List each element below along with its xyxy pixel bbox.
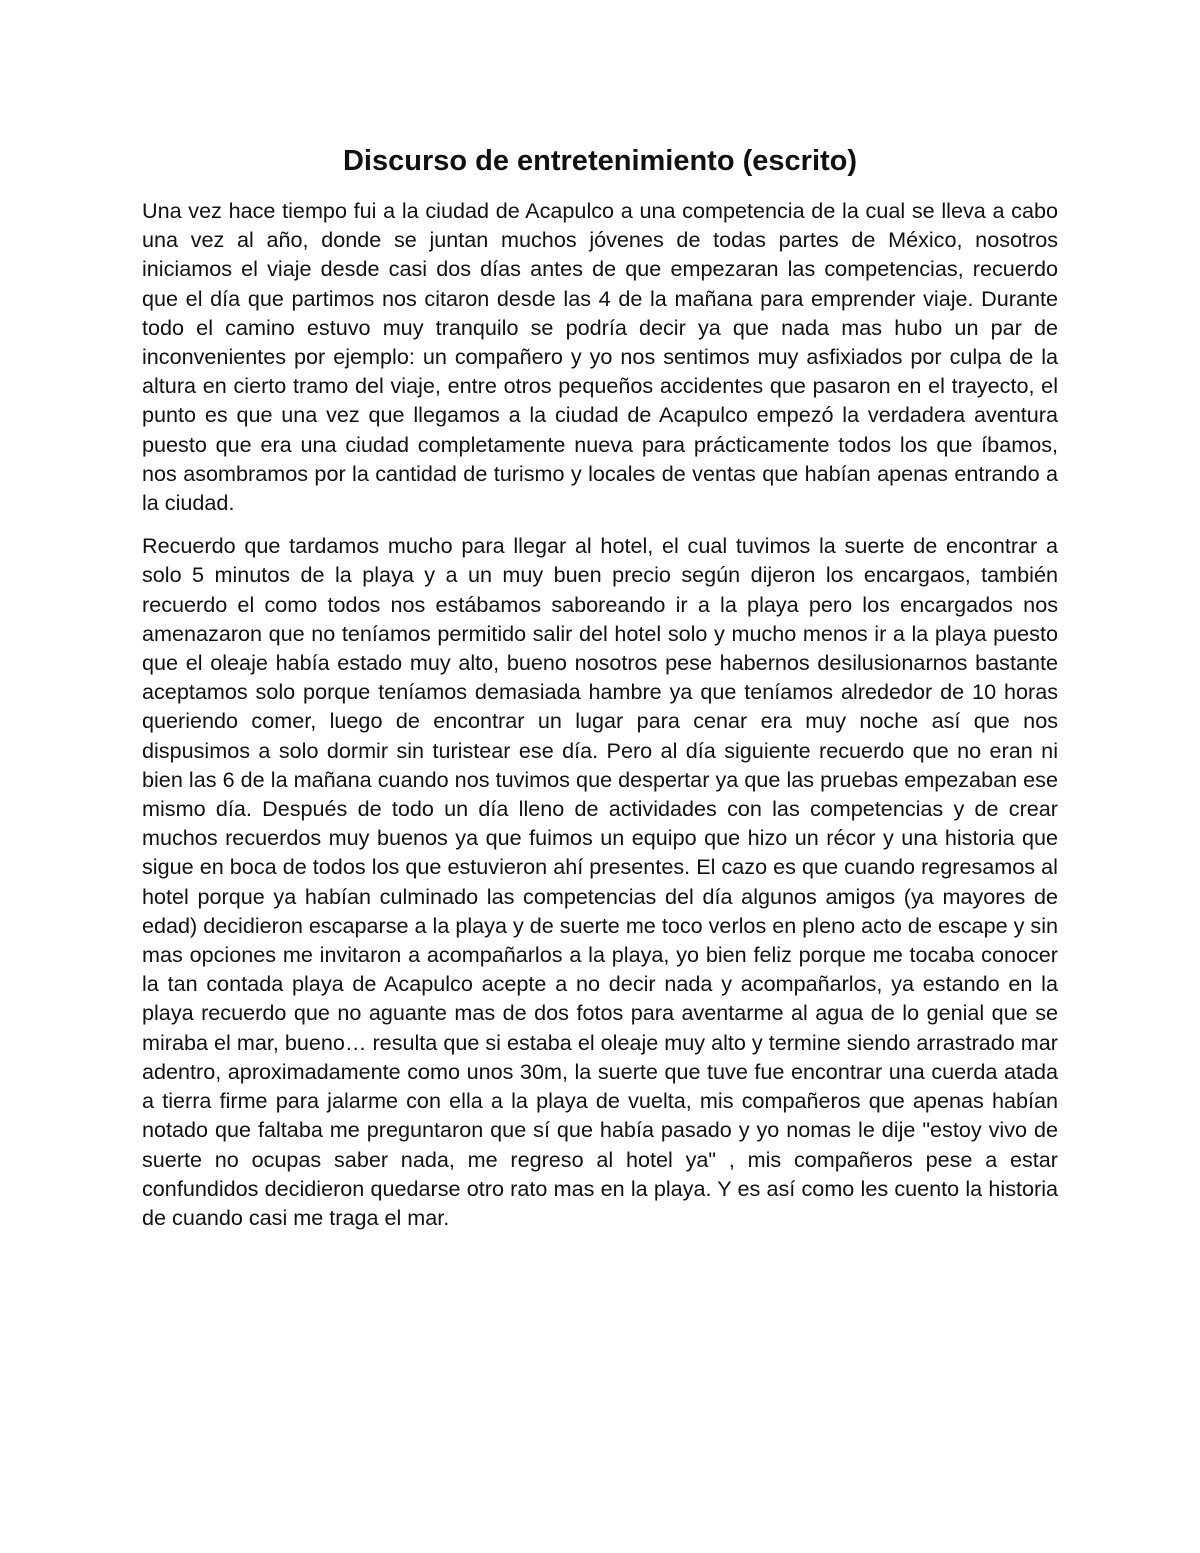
paragraph-2: Recuerdo que tardamos mucho para llegar al hotel, el cual tuvimos la suerte de encontrar a solo 5 minutos de la playa y a un muy buen precio según dijeron los encargaos, también recuerdo el como todos nos estábamos saboreando ir a la playa pero los encargados nos amenazaron que no teníamos permitido salir del hotel solo y mucho menos ir a la playa puesto que el oleaje había estado muy alto, bueno nosotros pese habernos desilusionarnos bastante aceptamos solo porque teníamos demasiada hambre ya que teníamos alrededor de 10 horas queriendo comer, luego de encontrar un lugar para cenar era muy noche así que nos dispusimos a solo dormir sin turistear ese día. Pero al día siguiente recuerdo que no eran ni bien las 6 de la mañana cuando nos tuvimos que despertar ya que las pruebas empezaban ese mismo día. Después de todo un día lleno de actividades con las competencias y de crear muchos recuerdos muy buenos ya que fuimos un equipo que hizo un récor y una historia que sigue en boca de todos los que estuvieron ahí presentes. El cazo es que cuando regresamos al hotel porque ya habían culminado las competencias del día algunos amigos (ya mayores de edad) decidieron escaparse a la playa y de suerte me toco verlos en pleno acto de escape y sin mas opciones me invitaron a acompañarlos a la playa, yo bien feliz porque me tocaba conocer la tan contada playa de Acapulco acepte a no decir nada y acompañarlos, ya estando en la playa recuerdo que no aguante mas de dos fotos para aventarme al agua de lo genial que se miraba el mar, bueno… resulta que si estaba el oleaje muy alto y termine siendo arrastrado mar adentro, aproximadamente como unos 30m, la suerte que tuve fue encontrar una cuerda atada a tierra firme para jalarme con ella a la playa de vuelta, mis compañeros que apenas habían notado que faltaba me preguntaron que sí que había pasado y yo nomas le dije "estoy vivo de suerte no ocupas saber nada, me regreso al hotel ya" , mis compañeros pese a estar confundidos decidieron quedarse otro rato mas en la playa. Y es así como les cuento la historia de cuando casi me traga el mar. (142, 533, 1058, 1230)
document-body (142, 196, 1058, 1246)
paragraph-1: Una vez hace tiempo fui a la ciudad de Acapulco a una competencia de la cual se lleva a cabo una vez al año, donde se juntan muchos jóvenes de todas partes de México, nosotros iniciamos el viaje desde casi dos días antes de que empezaran las competencias, recuerdo que el día que partimos nos citaron desde las 4 de la mañana para emprender viaje. Durante todo el camino estuvo muy tranquilo se podría decir ya que nada mas hubo un par de inconvenientes por ejemplo: un compañero y yo nos sentimos muy asfixiados por culpa de la altura en cierto tramo del viaje, entre otros pequeños accidentes que pasaron en el trayecto, el punto es que una vez que llegamos a la ciudad de Acapulco empezó la verdadera aventura puesto que era una ciudad completamente nueva para prácticamente todos los que íbamos, nos asombramos por la cantidad de turismo y locales de ventas que habían apenas entrando a la ciudad. (142, 198, 1058, 516)
document-title: Discurso de entretenimiento (escrito) (342, 145, 858, 177)
